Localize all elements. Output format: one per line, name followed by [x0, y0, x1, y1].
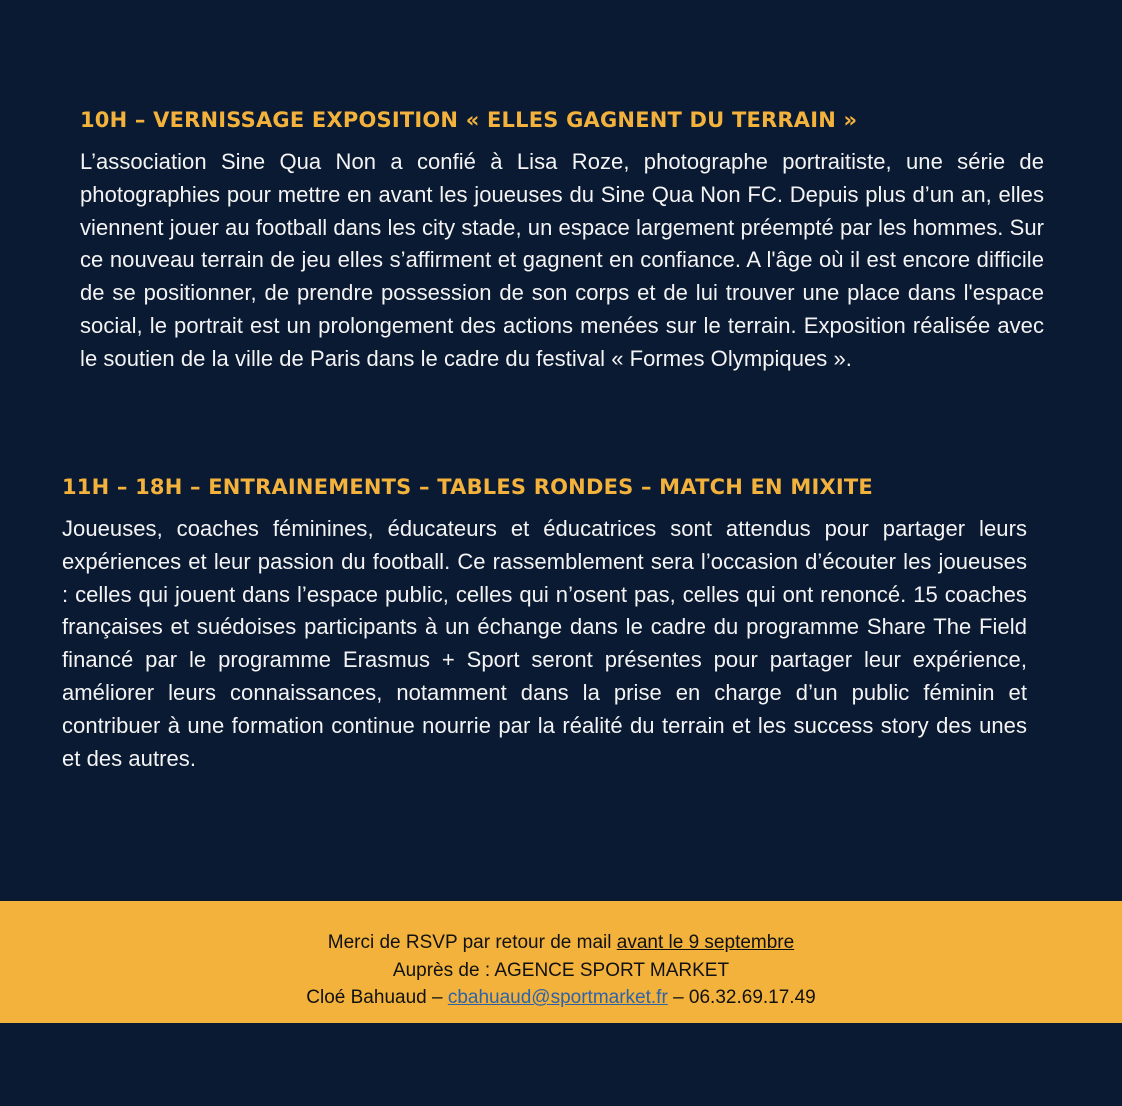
contact-line [0, 984, 1122, 1012]
exhibition-description: L’association Sine Qua Non a confié à Lisa Roze, photographe portraitiste, une série de photographies pour mettre en avant les joueuses du Sine Qua Non FC. Depuis plus d’un an, elles viennent jouer au football dans les city stade, un espace largement préempté par les hommes. Sur ce nouveau terrain de jeu elles s’affirment et gagnent en confiance. A l'âge où il est encore difficile de se positionner, de prendre possession de son corps et de lui trouver une place dans l'espace social, le portrait est un prolongement des actions menées sur le terrain. Exposition réalisée avec le soutien de la ville de Paris dans le cadre du festival « Formes Olympiques ». [80, 149, 1044, 371]
rsvp-line [0, 929, 1122, 957]
rsvp-text: Merci de RSVP par retour de mail [327, 932, 617, 953]
contact-phone: – 06.32.69.17.49 [667, 987, 816, 1008]
trainings-section [62, 471, 1027, 775]
exhibition-heading: 10H – VERNISSAGE EXPOSITION « ELLES GAGNENT DU TERRAIN » [80, 108, 858, 132]
contact-email-link[interactable]: cbahuaud@sportmarket.fr [447, 987, 668, 1008]
trainings-heading: 11H – 18H – ENTRAINEMENTS – TABLES RONDES – MATCH EN MIXITE [62, 475, 873, 499]
trainings-description: Joueuses, coaches féminines, éducateurs et éducatrices sont attendus pour partager leurs expériences et leur passion du football. Ce rassemblement sera l’occasion d’écouter les joueuses : celles qui jouent dans l’espace public, celles qui n’osent pas, celles qui ont renoncé. 15 coaches françaises et suédoises participants à un échange dans le cadre du programme Share The Field financé par le programme Erasmus + Sport seront présentes pour partager leur expérience, améliorer leurs connaissances, notamment dans la prise en charge d’un public féminin et contribuer à une formation continue nourrie par la réalité du terrain et les success story des unes et des autres. [62, 516, 1027, 771]
exhibition-section [80, 104, 1044, 376]
agency-line: Auprès de : AGENCE SPORT MARKET [392, 959, 730, 981]
contact-name: Cloé Bahuaud – [306, 987, 448, 1008]
rsvp-footer [0, 901, 1122, 1023]
rsvp-deadline: avant le 9 septembre [616, 932, 795, 953]
